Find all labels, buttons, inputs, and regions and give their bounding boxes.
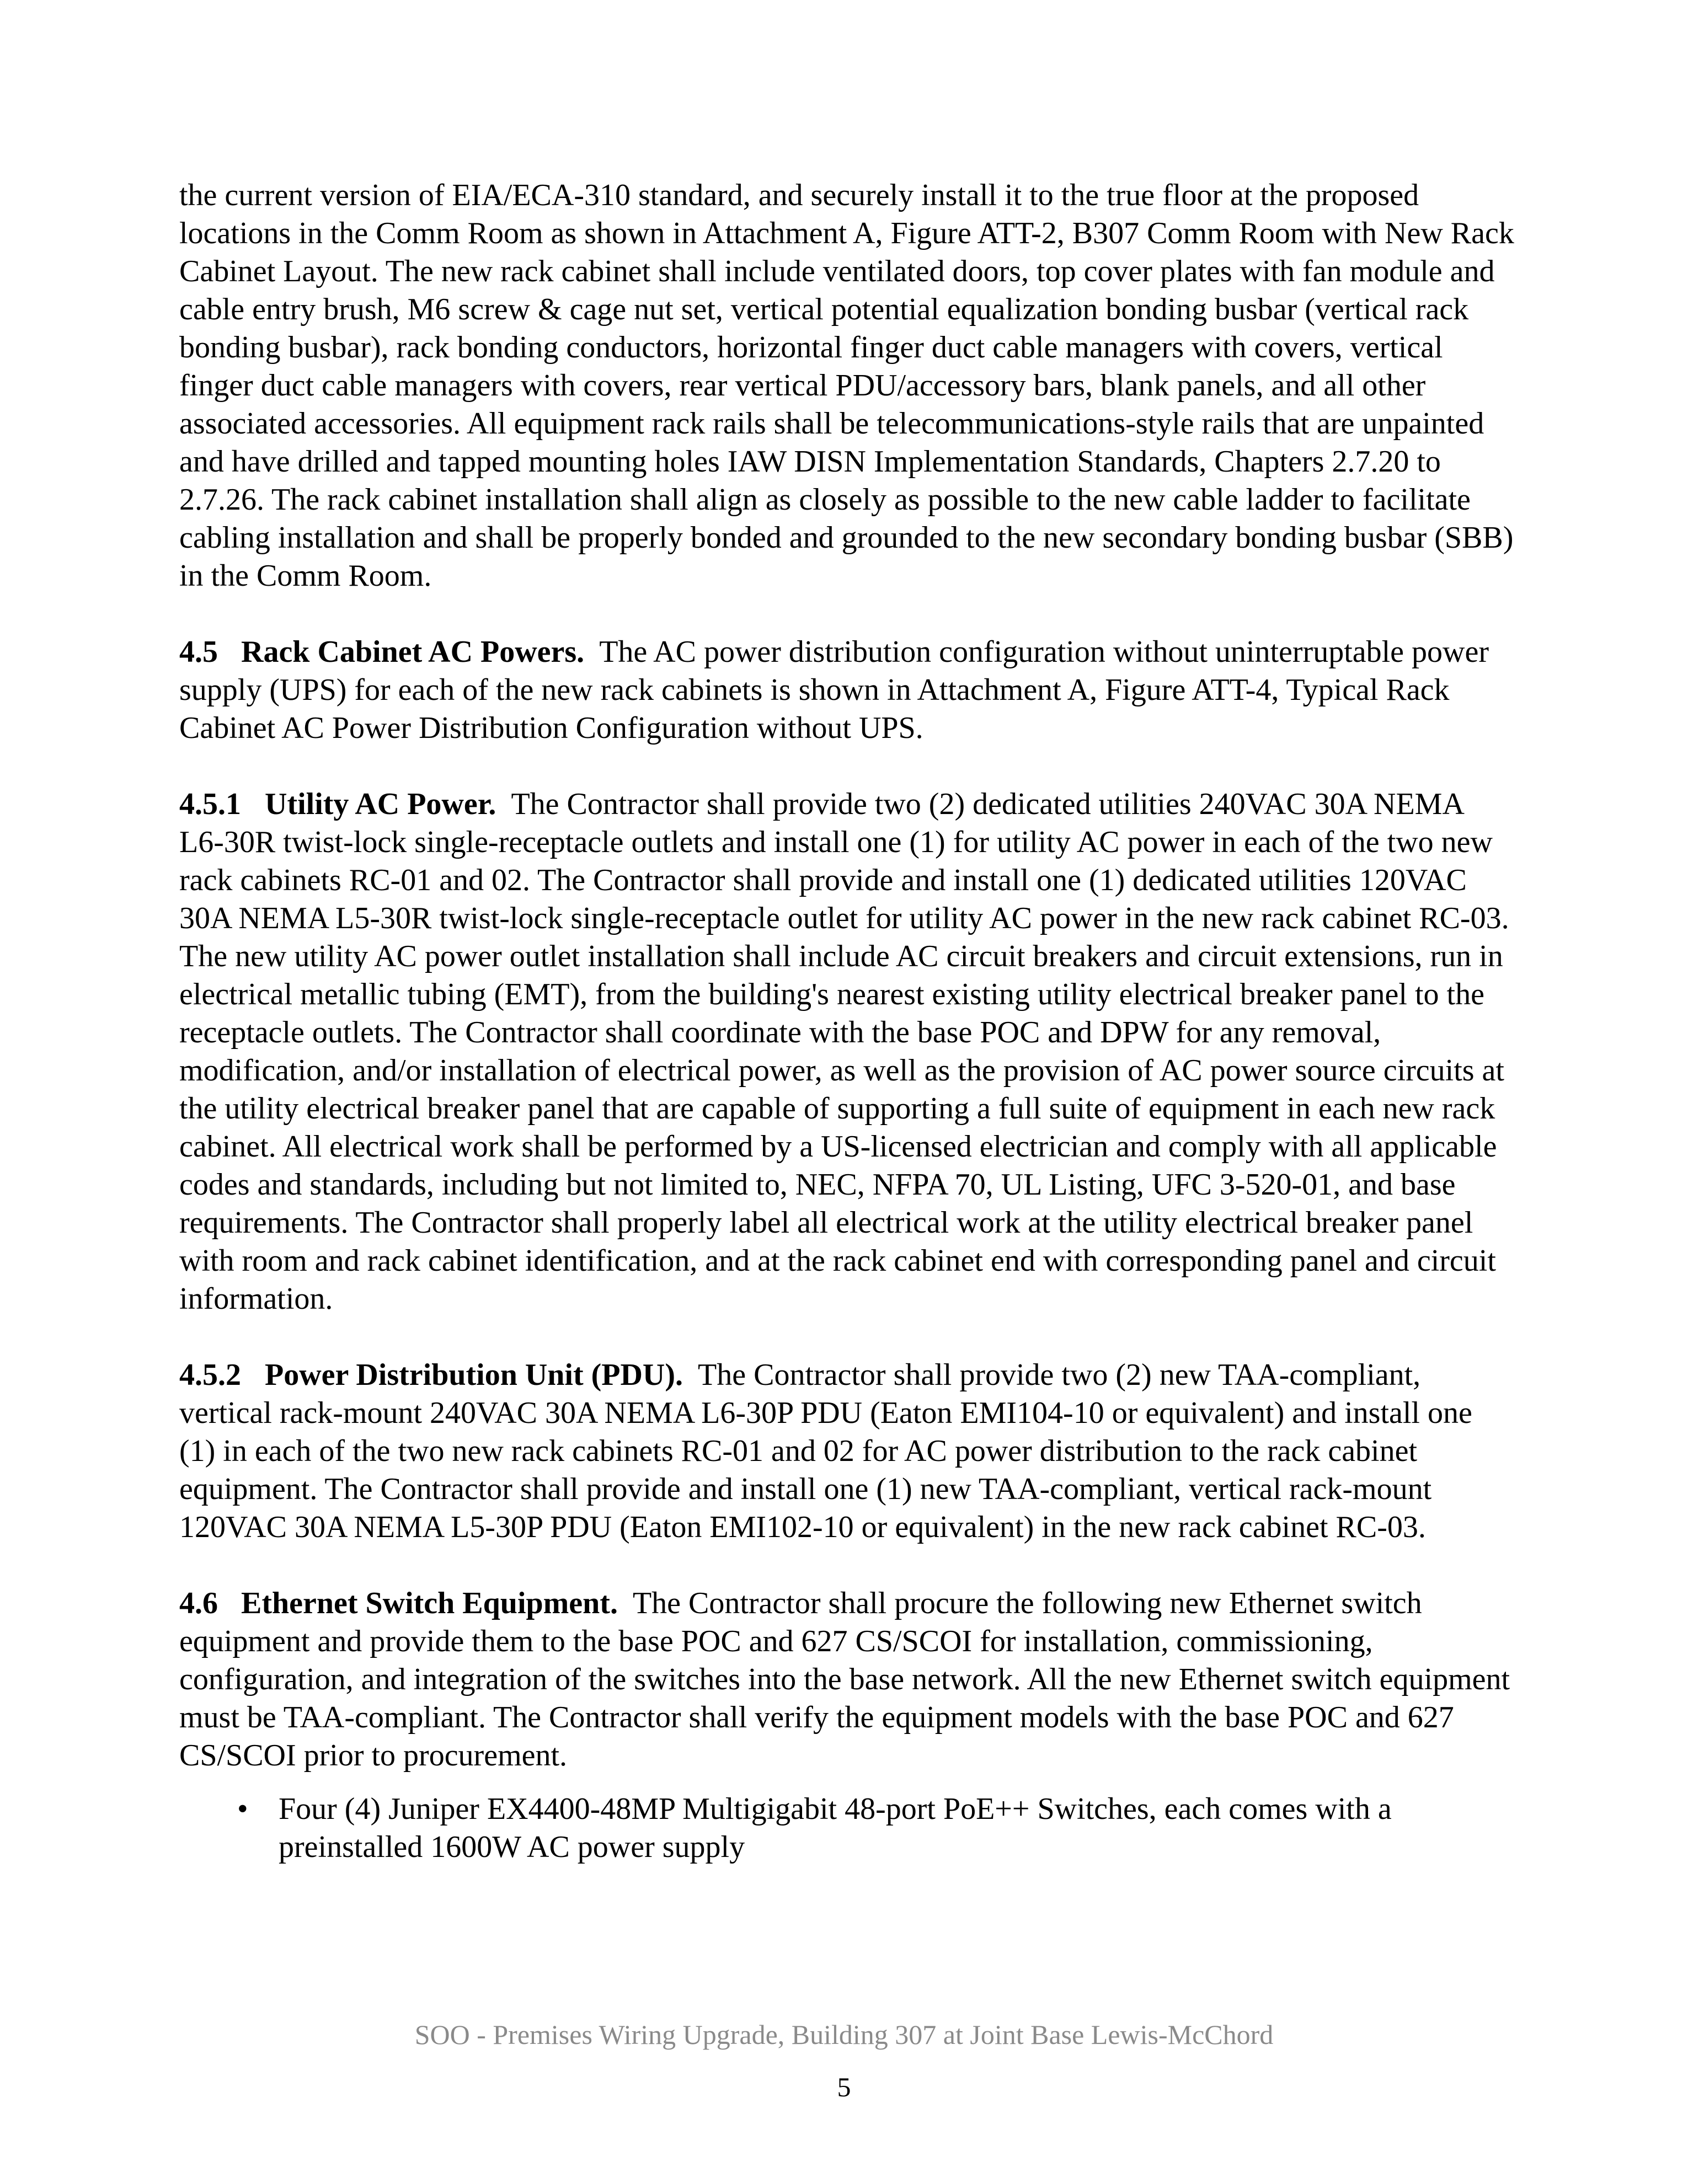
section-4-5-1 xyxy=(179,785,1514,1318)
section-text: The Contractor shall procure the following new Ethernet switch equipment and provide them to the base POC and 627 CS/SCOI for installation, commissioning, configuration, and integration of the switches into the base network. All the new Ethernet switch equipment must be TAA-compliant. The Contractor shall verify the equipment models with the base POC and 627 CS/SCOI prior to procurement. xyxy=(179,1586,1510,1773)
section-4-5-2 xyxy=(179,1356,1514,1546)
bullet-icon: • xyxy=(237,1792,248,1826)
section-number: 4.5.1 xyxy=(179,787,241,821)
section-text: The Contractor shall provide two (2) new TAA-compliant, vertical rack-mount 240VAC 30A NEMA L6-30P PDU (Eaton EMI104-10 or equivalent) and install one (1) in each of the two new rack cabinets RC-01 and 02 for AC power distribution to the rack cabinet equipment. The Contractor shall provide and install one (1) new TAA-compliant, vertical rack-mount 120VAC 30A NEMA L5-30P PDU (Eaton EMI102-10 or equivalent) in the new rack cabinet RC-03. xyxy=(179,1358,1472,1544)
section-heading: Ethernet Switch Equipment. xyxy=(241,1586,618,1620)
section-text: The Contractor shall provide two (2) dedicated utilities 240VAC 30A NEMA L6-30R twist-lock single-receptacle outlets and install one (1) for utility AC power in each of the two new rack cabinets RC-01 and 02. The Contractor shall provide and install one (1) dedicated utilities 120VAC 30A NEMA L5-30R twist-lock single-receptacle outlet for utility AC power in the new rack cabinet RC-03. The new utility AC power outlet installation shall include AC circuit breakers and circuit extensions, run in electrical metallic tubing (EMT), from the building's nearest existing utility electrical breaker panel to the receptacle outlets. The Contractor shall coordinate with the base POC and DPW for any removal, modification, and/or installation of electrical power, as well as the provision of AC power source circuits at the utility electrical breaker panel that are capable of supporting a full suite of equipment in each new rack cabinet. All electrical work shall be performed by a US-licensed electrician and comply with all applicable codes and standards, including but not limited to, NEC, NFPA 70, UL Listing, UFC 3-520-01, and base requirements. The Contractor shall properly label all electrical work at the utility electrical breaker panel with room and rack cabinet identification, and at the rack cabinet end with corresponding panel and circuit information. xyxy=(179,787,1509,1316)
section-4-5 xyxy=(179,633,1514,747)
page-number: 5 xyxy=(837,2071,851,2102)
section-number: 4.5 xyxy=(179,635,218,669)
list-item xyxy=(179,1790,1514,1866)
section-heading: Rack Cabinet AC Powers. xyxy=(241,635,585,669)
section-number: 4.5.2 xyxy=(179,1358,241,1392)
document-body xyxy=(179,176,1514,1866)
section-text: The AC power distribution configuration without uninterruptable power supply (UPS) for each of the new rack cabinets is shown in Attachment A, Figure ATT-4, Typical Rack Cabinet AC Power Distribution Configuration without UPS. xyxy=(179,635,1489,745)
footer-title: SOO - Premises Wiring Upgrade, Building 307 at Joint Base Lewis-McChord xyxy=(414,2019,1274,2050)
section-number: 4.6 xyxy=(179,1586,218,1620)
intro-paragraph: the current version of EIA/ECA-310 standard, and securely install it to the true floor at the proposed locations in the Comm Room as shown in Attachment A, Figure ATT-2, B307 Comm Room with New Rack Cabinet Layout. The new rack cabinet shall include ventilated doors, top cover plates with fan module and cable entry brush, M6 screw & cage nut set, vertical potential equalization bonding busbar (vertical rack bonding busbar), rack bonding conductors, horizontal finger duct cable managers with covers, vertical finger duct cable managers with covers, rear vertical PDU/accessory bars, blank panels, and all other associated accessories. All equipment rack rails shall be telecommunications-style rails that are unpainted and have drilled and tapped mounting holes IAW DISN Implementation Standards, Chapters 2.7.20 to 2.7.26. The rack cabinet installation shall align as closely as possible to the new cable ladder to facilitate cabling installation and shall be properly bonded and grounded to the new secondary bonding busbar (SBB) in the Comm Room. xyxy=(179,178,1514,593)
section-heading: Utility AC Power. xyxy=(265,787,496,821)
section-4-6 xyxy=(179,1585,1514,1775)
equipment-list xyxy=(179,1790,1514,1866)
list-item-text: Four (4) Juniper EX4400-48MP Multigigabit 48-port PoE++ Switches, each comes with a preinstalled 1600W AC power supply xyxy=(279,1792,1392,1864)
section-heading: Power Distribution Unit (PDU). xyxy=(265,1358,683,1392)
